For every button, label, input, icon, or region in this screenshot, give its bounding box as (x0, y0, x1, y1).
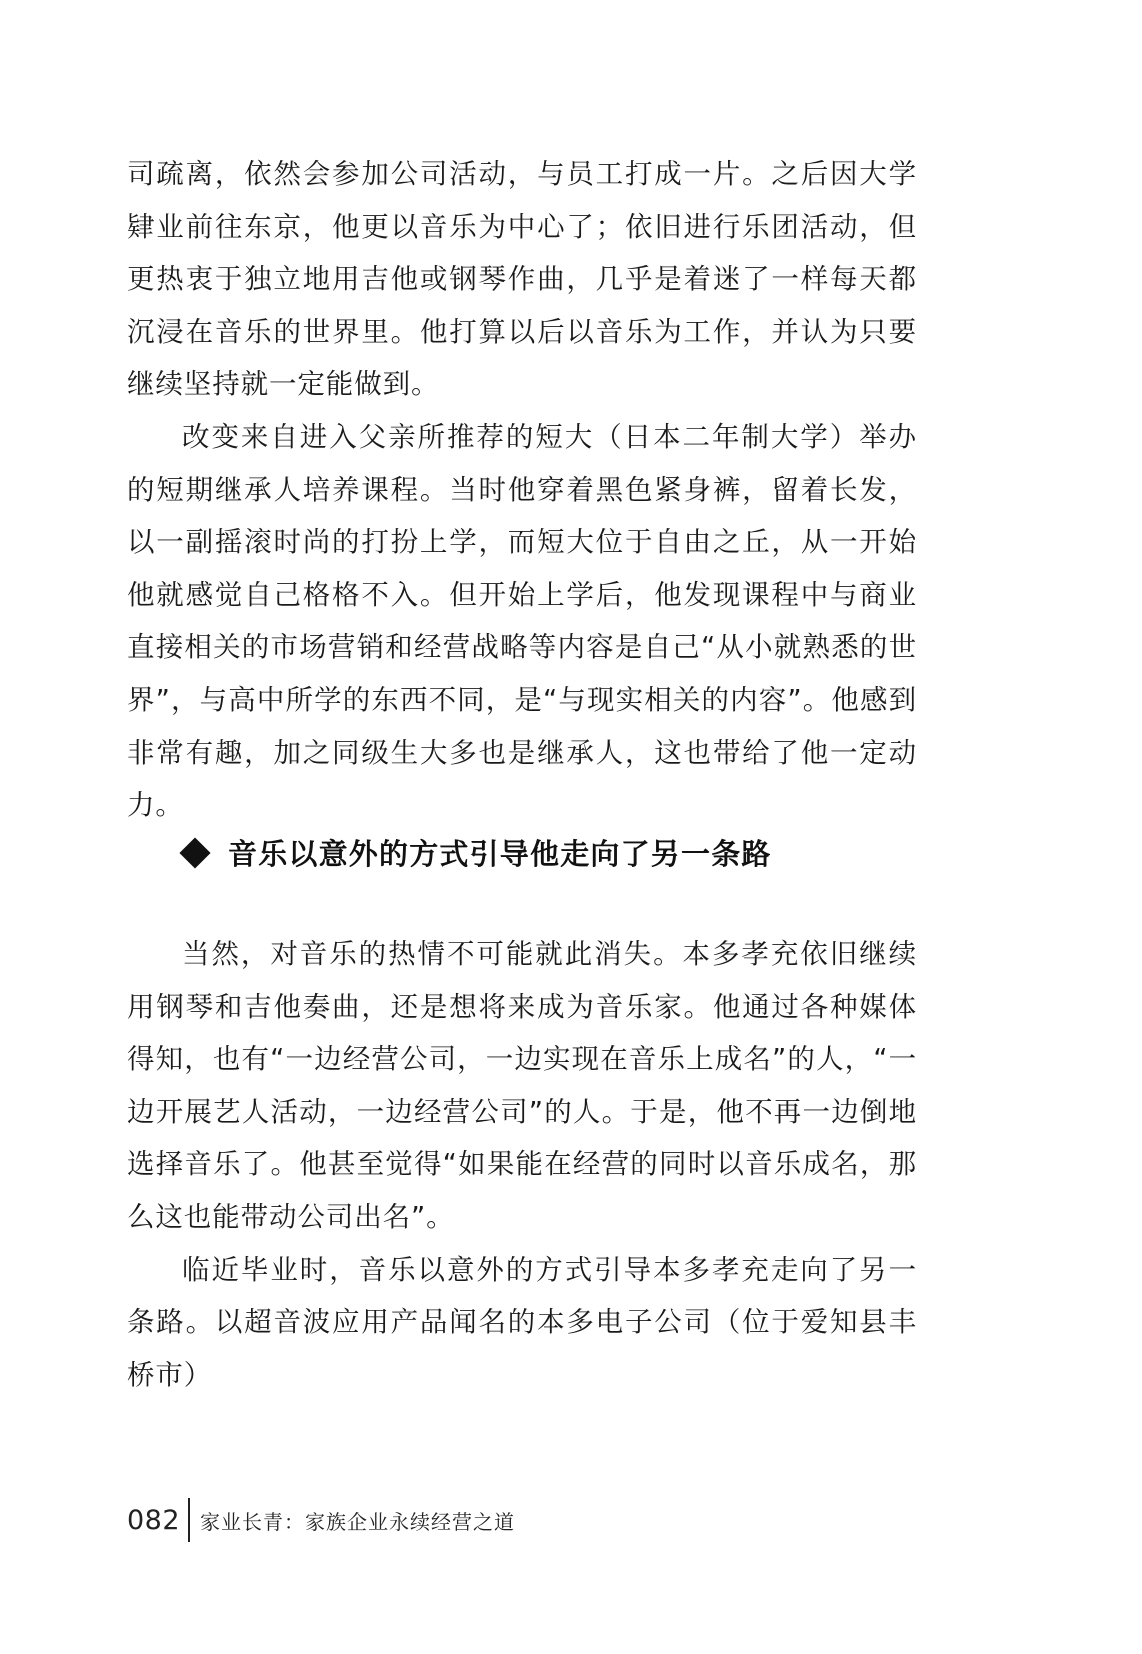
section-heading-text: 音乐以意外的方式引导他走向了另一条路 (228, 837, 772, 871)
paragraph-continuation: 司疏离，依然会参加公司活动，与员工打成一片。之后因大学肄业前往东京，他更以音乐为中心了；依旧进行乐团活动，但更热衷于独立地用吉他或钢琴作曲，几乎是着迷了一样每天都沉浸在音乐的世界里。他打算以后以音乐为工作，并认为只要继续坚持就一定能做到。 (127, 158, 917, 401)
page-number: 082 (127, 1504, 181, 1536)
diamond-bullet-icon (179, 837, 210, 868)
page-footer (127, 1498, 515, 1542)
bottom-text-block (127, 928, 917, 1401)
section-heading (180, 832, 772, 873)
footer-divider (188, 1498, 190, 1542)
top-text-block (127, 148, 917, 832)
paragraph: 改变来自进入父亲所推荐的短大（日本二年制大学）举办的短期继承人培养课程。当时他穿着黑色紧身裤，留着长发，以一副摇滚时尚的打扮上学，而短大位于自由之丘，从一开始他就感觉自己格格不入。但开始上学后，他发现课程中与商业直接相关的市场营销和经营战略等内容是自己“从小就熟悉的世界”，与高中所学的东西不同，是“与现实相关的内容”。他感到非常有趣，加之同级生大多也是继承人，这也带给了他一定动力。 (127, 420, 917, 822)
paragraph: 当然，对音乐的热情不可能就此消失。本多孝充依旧继续用钢琴和吉他奏曲，还是想将来成为音乐家。他通过各种媒体得知，也有“一边经营公司，一边实现在音乐上成名”的人，“一边开展艺人活动，一边经营公司”的人。于是，他不再一边倒地选择音乐了。他甚至觉得“如果能在经营的同时以音乐成名，那么这也能带动公司出名”。 (127, 938, 917, 1233)
paragraph: 临近毕业时，音乐以意外的方式引导本多孝充走向了另一条路。以超音波应用产品闻名的本多电子公司（位于爱知县丰桥市） (127, 1253, 917, 1391)
running-book-title: 家业长青：家族企业永续经营之道 (200, 1509, 516, 1534)
